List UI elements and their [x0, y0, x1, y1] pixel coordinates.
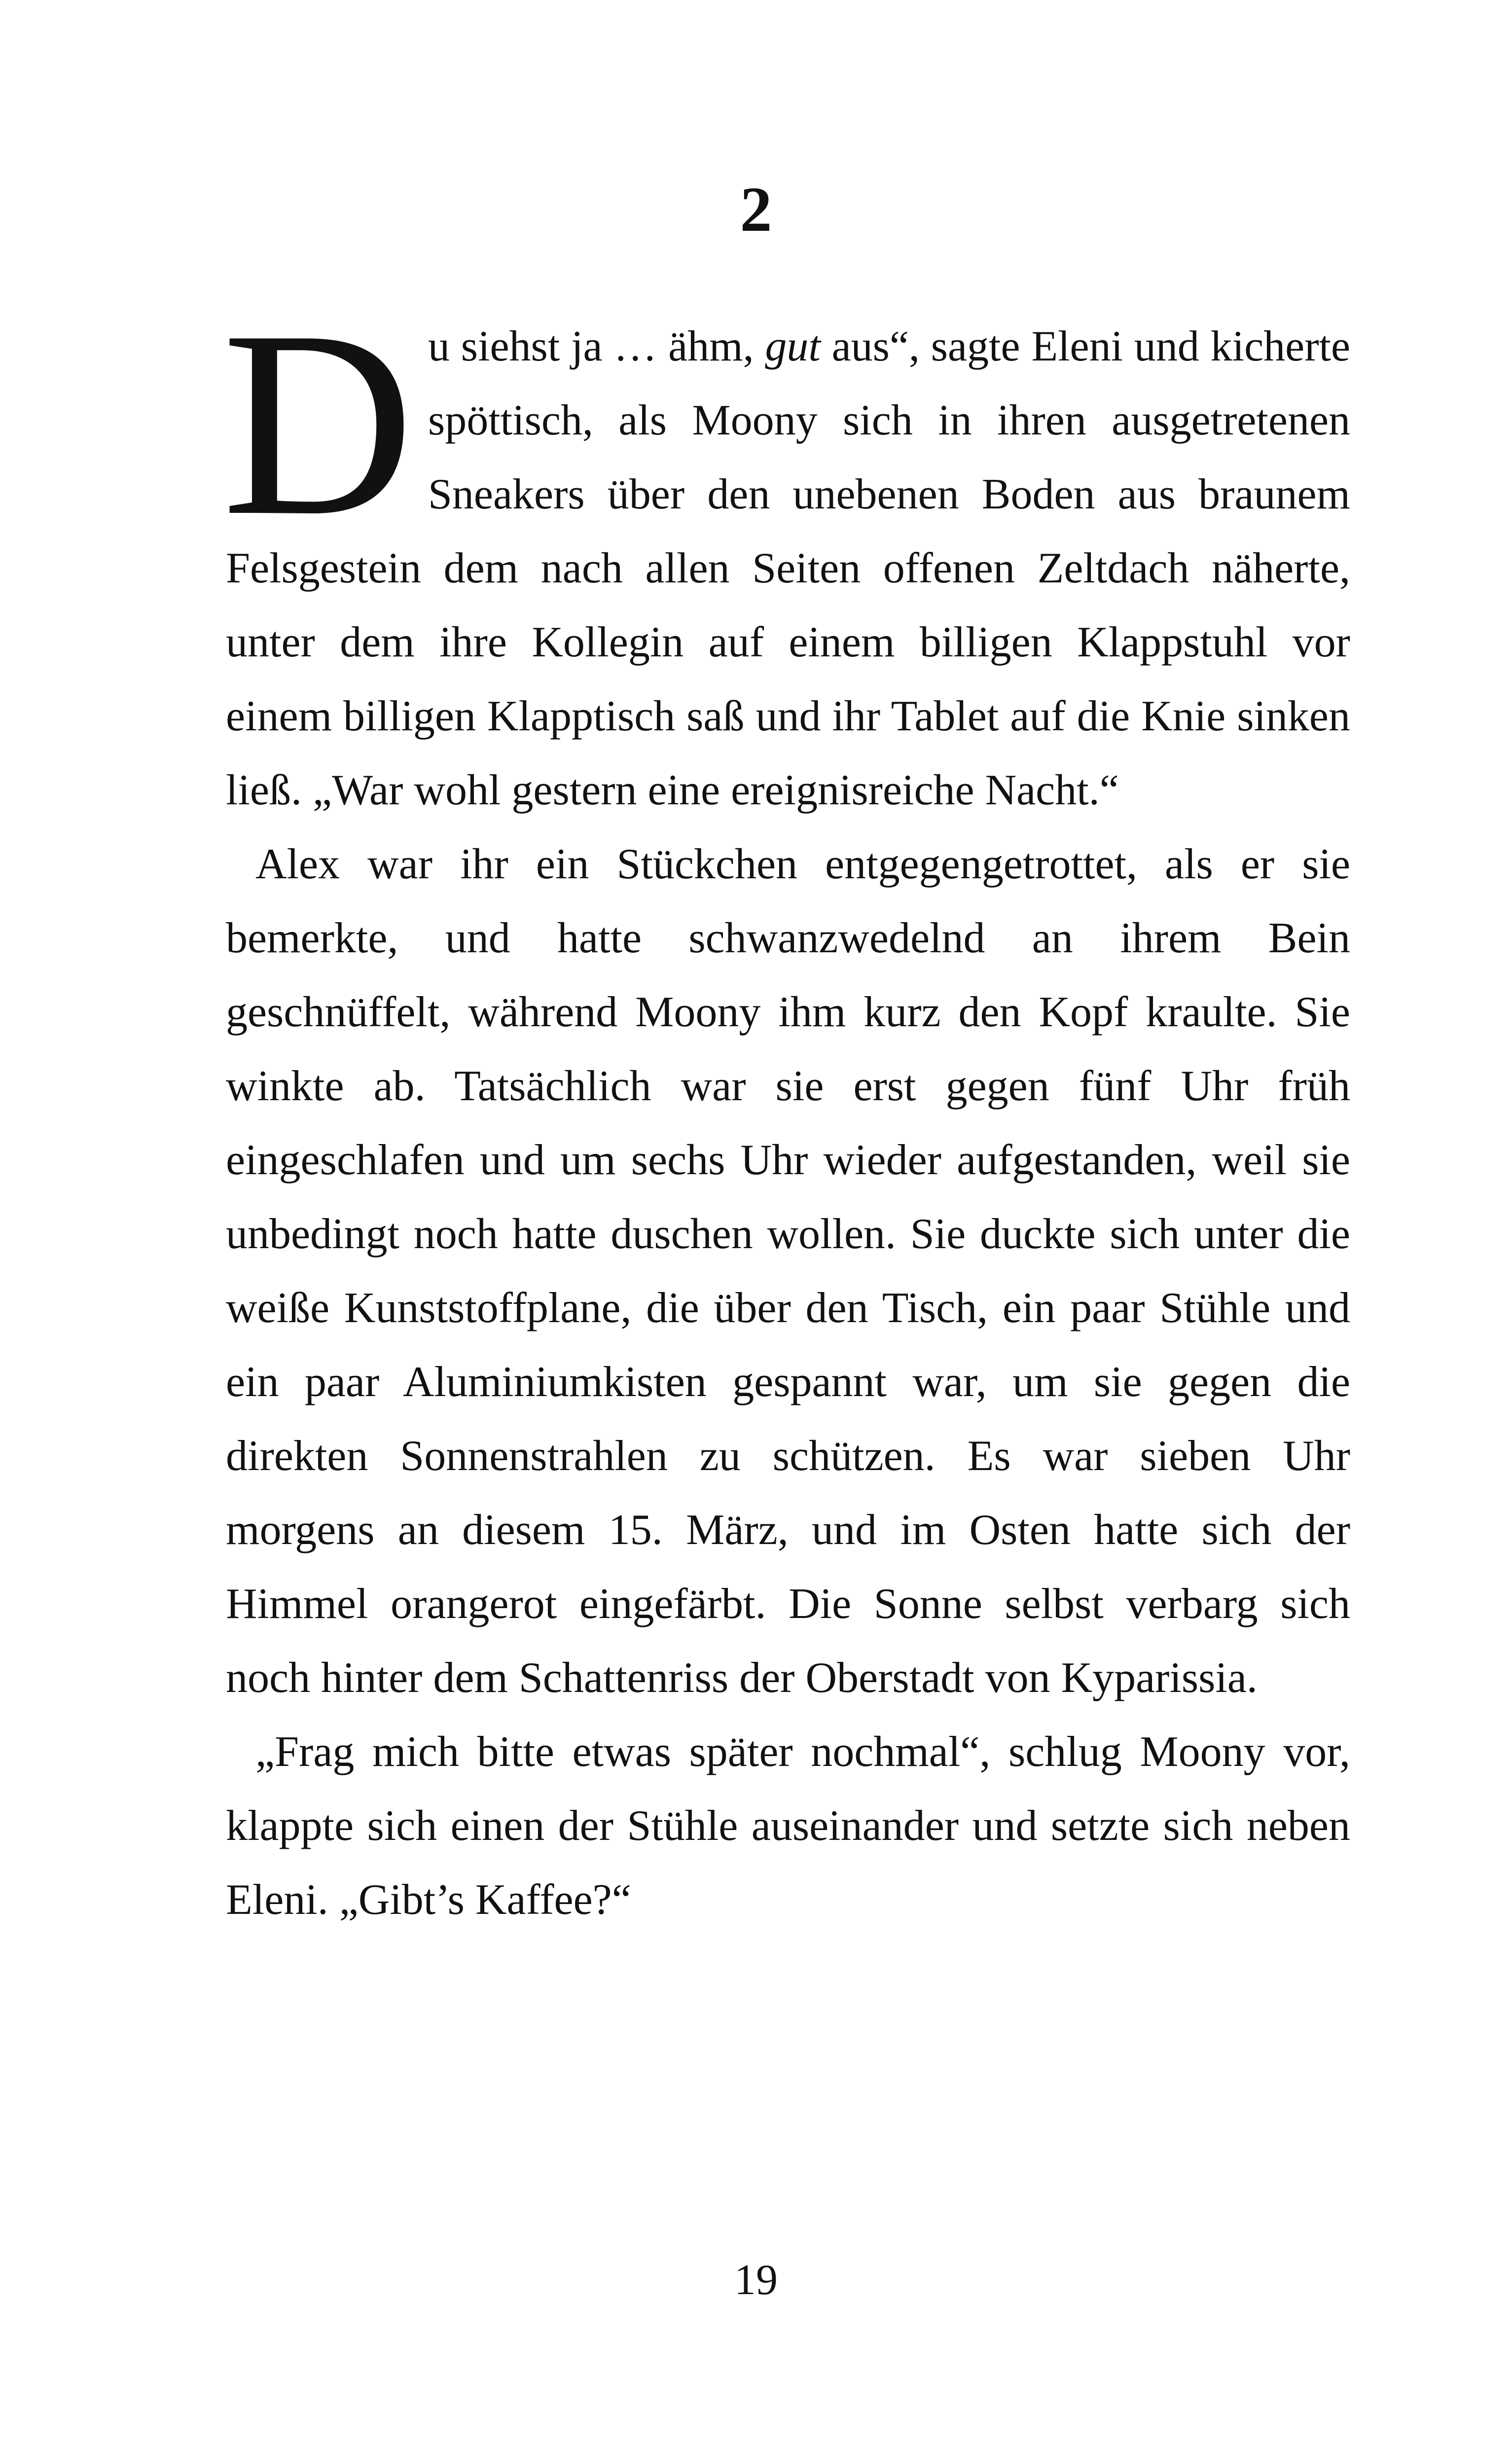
drop-cap: D — [222, 276, 414, 571]
paragraph-1-text-end: aus“, sagte Eleni und kicherte spöttisch, als Moony sich in ihren ausgetretenen Sneakers über den unebenen Boden aus braunem Felsgestein dem nach allen Seiten offenen Zeltdach näherte, unter dem ihre Kollegin auf einem billigen Klappstuhl vor einem billigen Klapptisch saß und ihr Tablet auf die Knie sinken ließ. „War wohl gestern eine ereignisreiche Nacht.“ — [226, 323, 1351, 814]
paragraph-2: Alex war ihr ein Stückchen entgegengetrottet, als er sie bemerkte, und hatte schwanzwedelnd an ihrem Bein geschnüffelt, während Moony ihm kurz den Kopf kraulte. Sie winkte ab. Tatsächlich war sie erst gegen fünf Uhr früh eingeschlafen und um sechs Uhr wieder aufgestanden, weil sie unbedingt noch hatte duschen wollen. Sie duckte sich unter die weiße Kunststoffplane, die über den Tisch, ein paar Stühle und ein paar Aluminiumkisten gespannt war, um sie gegen die direkten Sonnenstrahlen zu schützen. Es war sieben Uhr morgens an diesem 15. März, und im Osten hatte sich der Himmel orangerot eingefärbt. Die Sonne selbst verbarg sich noch hinter dem Schattenriss der Oberstadt von Kyparissia. — [226, 840, 1350, 1702]
paragraph-3: „Frag mich bitte etwas später nochmal“, schlug Moony vor, klappte sich einen der Stühle auseinander und setzte sich neben Eleni. „Gibt’s Kaffee?“ — [226, 1728, 1350, 1924]
paragraph-1 — [222, 276, 1351, 827]
paragraph-1-text-start: u siehst ja … ähm, — [428, 323, 765, 370]
page-number: 19 — [734, 2256, 778, 2304]
paragraph-1-italic-word: gut — [765, 323, 821, 370]
body-text — [222, 276, 1351, 1937]
chapter-number: 2 — [740, 174, 772, 245]
